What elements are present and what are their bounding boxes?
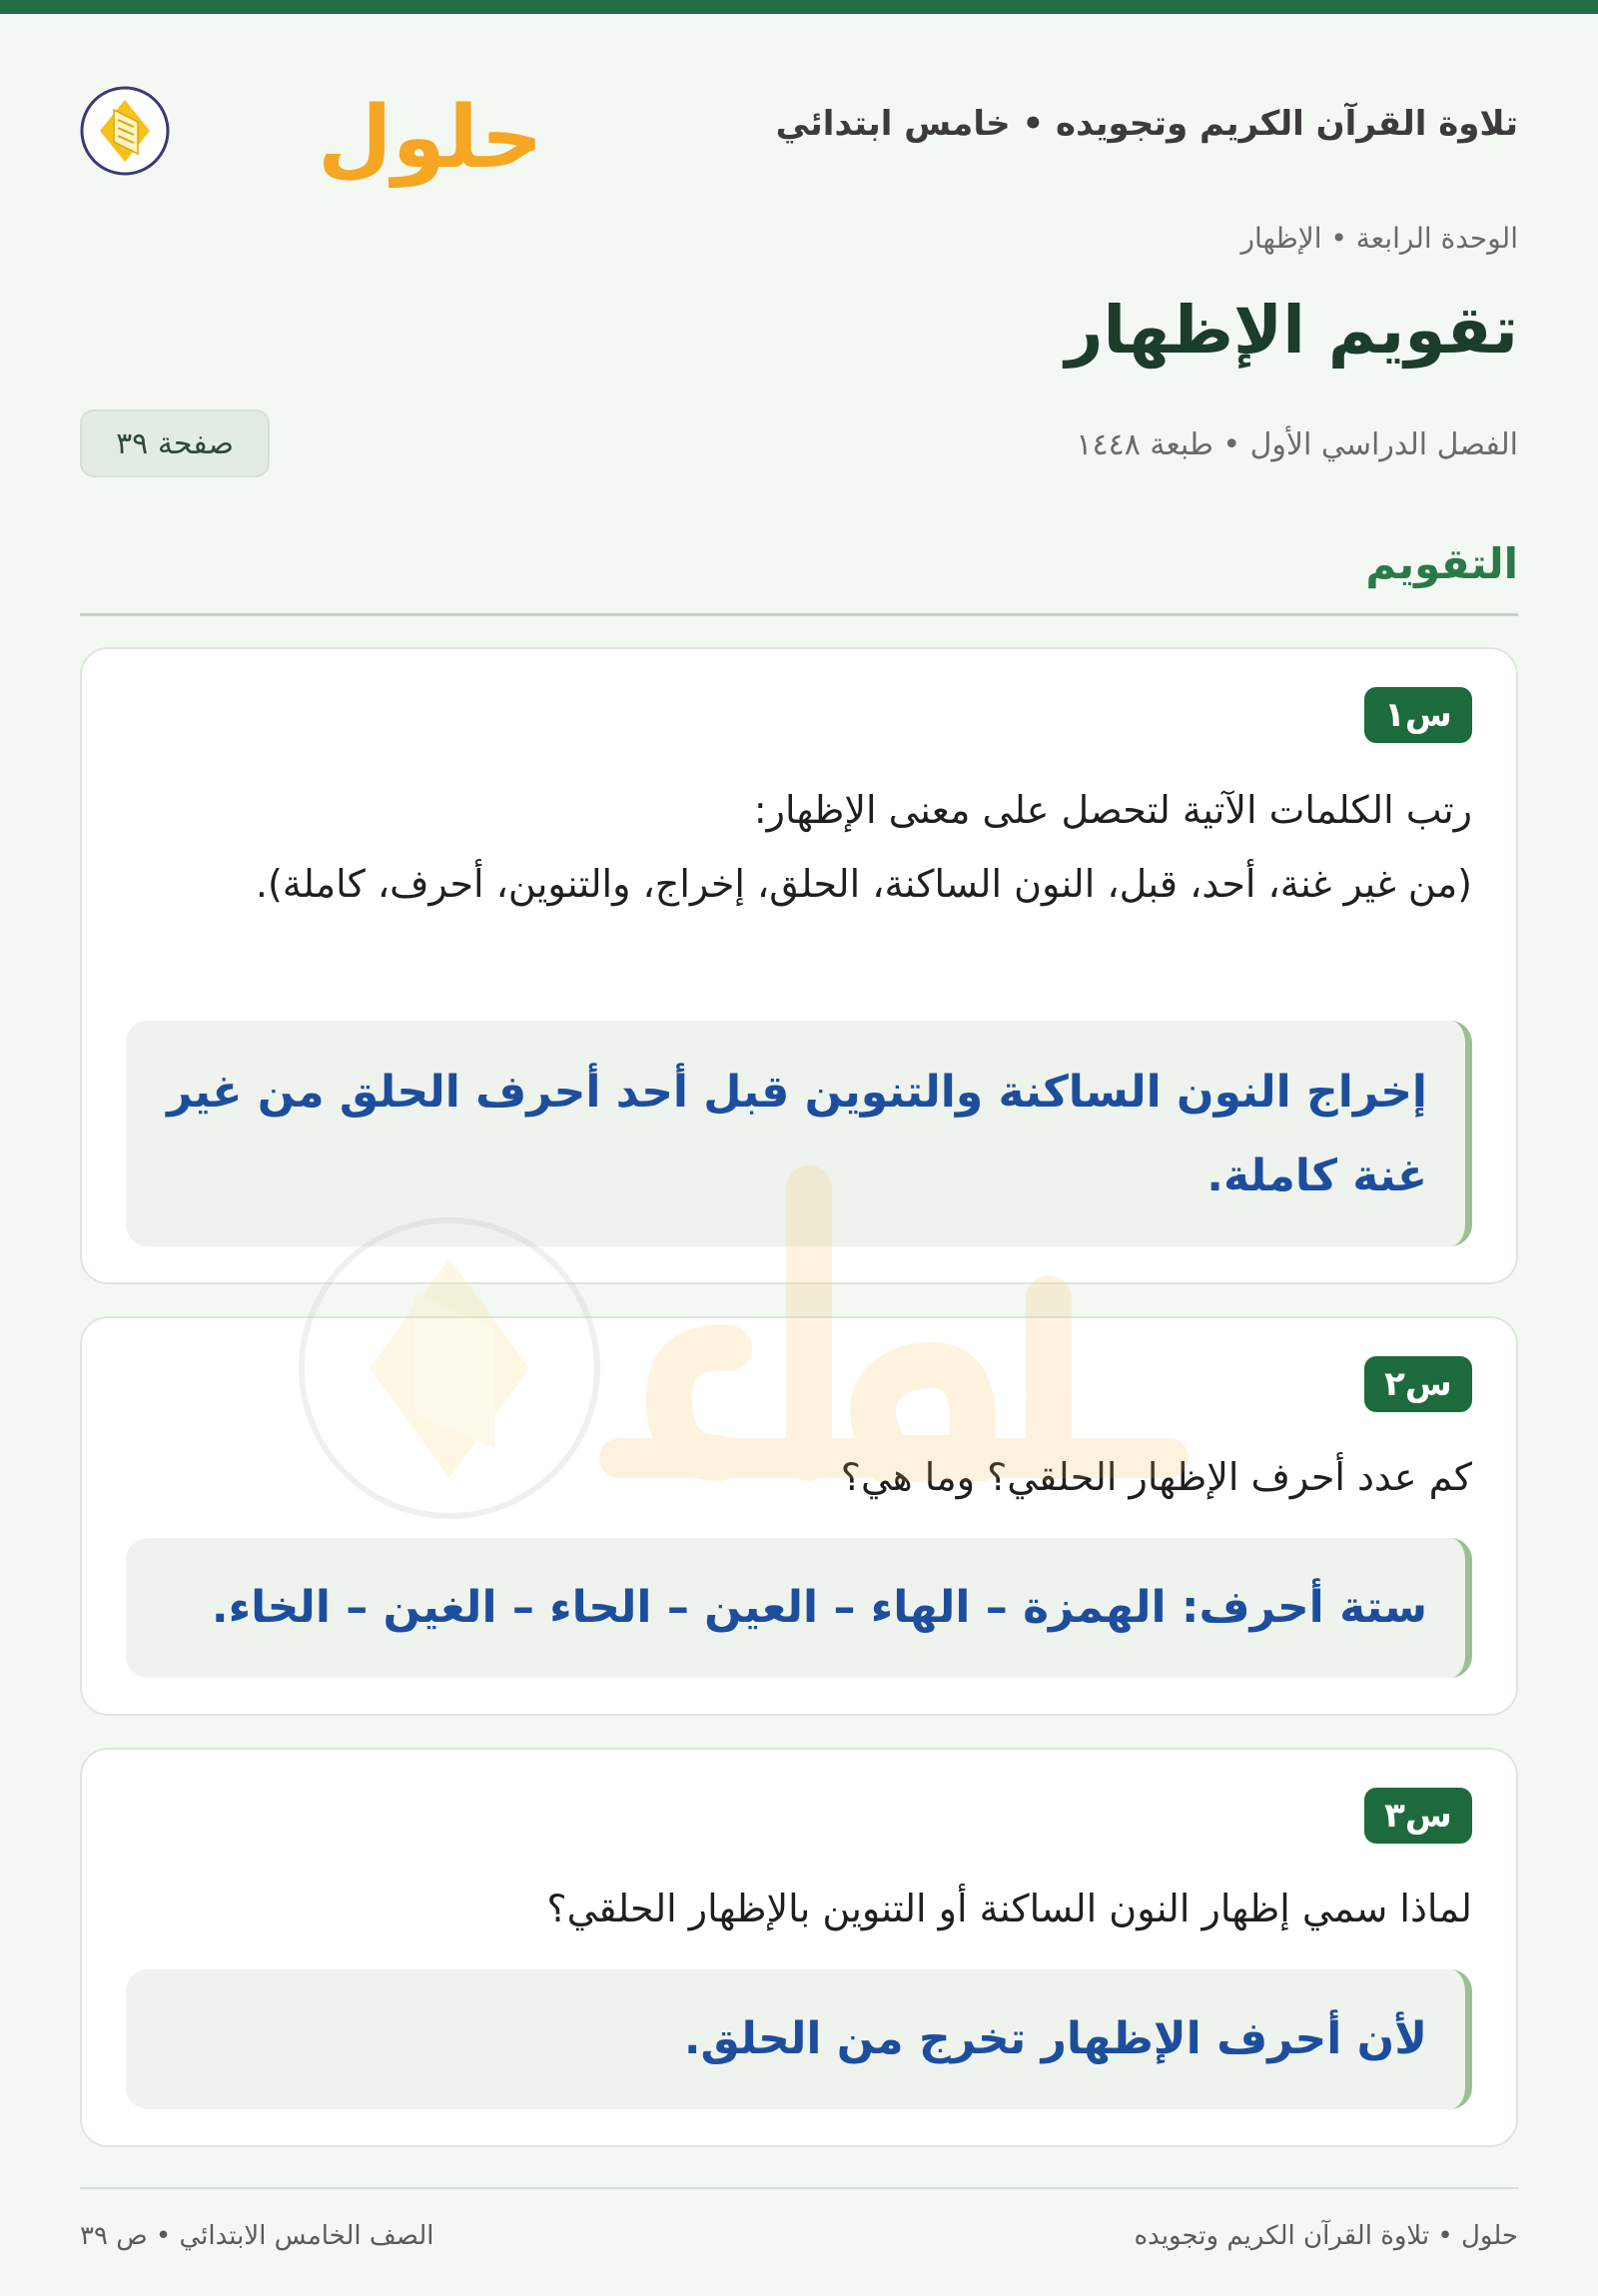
footer-book-info: حلول • تلاوة القرآن الكريم وتجويده <box>1134 2221 1518 2251</box>
question-line: كم عدد أحرف الإظهار الحلقي؟ وما هي؟ <box>840 1455 1472 1499</box>
logo-text: حلول <box>318 88 543 188</box>
question-number-badge: س٢ <box>1364 1356 1472 1412</box>
question-text <box>126 773 1472 921</box>
question-line: لماذا سمي إظهار النون الساكنة أو التنوين بالإظهار الحلقي؟ <box>546 1887 1472 1930</box>
question-line: (من غير غنة، أحد، قبل، النون الساكنة، الحلق، إخراج، والتنوين، أحرف، كاملة). <box>255 862 1472 906</box>
question-card-1 <box>80 647 1518 1284</box>
page-number-badge: صفحة ٣٩ <box>80 409 270 477</box>
top-accent-bar <box>0 0 1598 14</box>
footer-divider <box>80 2187 1518 2189</box>
page-title: تقويم الإظهار <box>1065 292 1518 369</box>
question-line: رتب الكلمات الآتية لتحصل على معنى الإظهار: <box>753 788 1472 832</box>
footer-page-info: الصف الخامس الابتدائي • ص ٣٩ <box>80 2221 434 2251</box>
answer-box: لأن أحرف الإظهار تخرج من الحلق. <box>126 1969 1472 2109</box>
breadcrumb: الوحدة الرابعة • الإظهار <box>1240 222 1518 255</box>
question-card-2 <box>80 1316 1518 1716</box>
section-title: التقويم <box>1365 539 1518 588</box>
page-header <box>80 64 1518 194</box>
hulul-logo <box>80 64 543 194</box>
question-text <box>126 1440 1472 1514</box>
subject-line: تلاوة القرآن الكريم وتجويده • خامس ابتدائي <box>775 104 1518 144</box>
question-number-badge: س١ <box>1364 687 1472 743</box>
semester-line: الفصل الدراسي الأول • طبعة ١٤٤٨ <box>1076 427 1518 462</box>
question-card-3 <box>80 1748 1518 2147</box>
section-divider <box>80 613 1518 616</box>
answer-box: إخراج النون الساكنة والتنوين قبل أحد أحرف الحلق من غير غنة كاملة. <box>126 1021 1472 1246</box>
answer-box: ستة أحرف: الهمزة – الهاء – العين – الحاء – الغين – الخاء. <box>126 1538 1472 1678</box>
question-text <box>126 1872 1472 1945</box>
question-number-badge: س٣ <box>1364 1788 1472 1844</box>
